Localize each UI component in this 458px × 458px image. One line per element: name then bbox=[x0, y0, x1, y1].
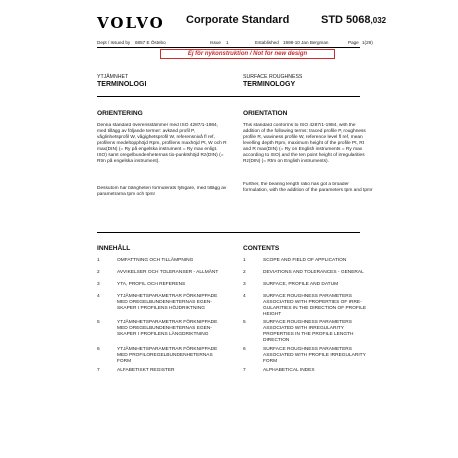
toc-entry[interactable] bbox=[243, 368, 373, 374]
issue-value: 1 bbox=[226, 40, 229, 45]
toc-entry[interactable] bbox=[97, 270, 227, 276]
toc-title: YTJÄMNHETSPARAMETRAR FÖRKNIPPADE MED OREGELBUNDENHETERNAS EGEN-SKAPER I PROFILENS LÄNGDRIKTNING bbox=[117, 320, 218, 337]
toc-number: 6 bbox=[243, 347, 246, 352]
english-title: TERMINOLOGY bbox=[243, 81, 296, 88]
swedish-orientation-heading: ORIENTERING bbox=[97, 110, 143, 117]
toc-title: AVVIKELSER OCH TOLERANSER - ALLMÄNT bbox=[117, 270, 219, 275]
toc-entry[interactable] bbox=[97, 347, 227, 365]
toc-number: 4 bbox=[97, 294, 100, 299]
toc-title: SCOPE AND FIELD OF APPLICATION bbox=[263, 258, 347, 263]
toc-number: 2 bbox=[97, 270, 100, 275]
english-bearing-paragraph: Further, the bearing length ratio has got a broader formulation, with the addition of the parameters tpm and tpmr bbox=[243, 182, 373, 193]
english-orientation-heading: ORIENTATION bbox=[243, 110, 288, 117]
header-rule bbox=[97, 47, 360, 48]
toc-number: 3 bbox=[243, 282, 246, 287]
page-label: Page bbox=[348, 40, 359, 45]
english-orientation-paragraph: This standard conforms to ISO 4287/1-1984, with the addition of the following terms: traced profile P, roughness profile R, waviness profile W, reference level fl ref, mean levelling depth Rpm, maximum height of the profile Pt, Rt and R max(DIN) (= Ry on English instruments = Ry max according to ISO) and the ten point height of irregularities Rz(DIN) (= Rtm on English instruments). bbox=[243, 123, 366, 164]
toc-title: OMFATTNING OCH TILLÄMPNING bbox=[117, 258, 194, 263]
dept-label: Dept / Issued by bbox=[97, 40, 131, 45]
toc-title: YTA, PROFIL OCH REFERENS bbox=[117, 282, 186, 287]
toc-title: SURFACE ROUGHNESS PARAMETERS ASSOCIATED WITH PROFILE IRREGULARITY FORM bbox=[263, 347, 366, 364]
toc-number: 6 bbox=[97, 347, 100, 352]
english-tag: SURFACE ROUGHNESS bbox=[243, 74, 303, 80]
page-value: 1(29) bbox=[362, 40, 373, 45]
toc-entry[interactable] bbox=[243, 294, 373, 318]
toc-entry[interactable] bbox=[243, 347, 373, 365]
swedish-tag: YTJÄMNHET bbox=[97, 74, 129, 80]
toc-entry[interactable] bbox=[243, 270, 373, 276]
toc-entry[interactable] bbox=[243, 282, 373, 288]
toc-entry[interactable] bbox=[243, 320, 373, 344]
dept-value: 6857 E Östebo bbox=[135, 40, 166, 45]
toc-entry[interactable] bbox=[97, 368, 227, 374]
toc-entry[interactable] bbox=[97, 258, 227, 264]
toc-entry[interactable] bbox=[97, 282, 227, 288]
toc-entry[interactable] bbox=[243, 258, 373, 264]
toc-number: 7 bbox=[97, 368, 100, 373]
toc-title: SURFACE ROUGHNESS PARAMETERS ASSOCIATED WITH PROPERTIES OF IRRE-GULARITIES IN THE DIRECTION OF PROFILE HEIGHT bbox=[263, 294, 367, 317]
section-divider bbox=[97, 96, 360, 97]
toc-title: ALFABETISKT REGISTER bbox=[117, 368, 175, 373]
volvo-logo: VOLVO bbox=[97, 14, 165, 32]
toc-entry[interactable] bbox=[97, 320, 227, 338]
established-label: Established bbox=[255, 40, 279, 45]
english-contents-heading: CONTENTS bbox=[243, 245, 280, 252]
swedish-contents-heading: INNEHÅLL bbox=[97, 245, 131, 252]
not-for-new-design-banner: Ej för nykonstruktion / Not for new design bbox=[160, 49, 335, 59]
standard-number bbox=[321, 14, 386, 26]
document-kind: Corporate Standard bbox=[186, 14, 290, 26]
toc-title: SURFACE, PROFILE AND DATUM bbox=[263, 282, 339, 287]
toc-number: 1 bbox=[243, 258, 246, 263]
toc-entry[interactable] bbox=[97, 294, 227, 312]
toc-number: 3 bbox=[97, 282, 100, 287]
swedish-orientation-paragraph: Denna standard överensstämmer med ISO 4287/1-1984, med tillägg av följande termer: avkänd profil P, våglinhetsprofil W, vågighetsprofil W, referensnivå fl ref, profilens medeltopphöjd Rpm, profilens maxhöjd Pt, W och R max(DIN) (= Ry på engelska instrument = Ry max enligt. ISO) samt oregelbundenheternas tio-punktshöjd Rz(DIN) (= Rtm på engelska instrument). bbox=[97, 123, 227, 164]
toc-title: YTJÄMNHETSPARAMETRAR FÖRKNIPPADE MED OREGELBUNDENHETERNAS EGEN-SKAPER I PROFILENS HÖJDRIKTNING bbox=[117, 294, 218, 311]
toc-number: 5 bbox=[243, 320, 246, 325]
toc-title: YTJÄMNHETSPARAMETRAR FÖRKNIPPADE MED PROFILOREGELBUNDENHETERNAS FORM bbox=[117, 347, 218, 364]
toc-number: 5 bbox=[97, 320, 100, 325]
toc-number: 4 bbox=[243, 294, 246, 299]
toc-number: 7 bbox=[243, 368, 246, 373]
swedish-bearing-paragraph: Dessutom har bärigheten formulerats fylligare, med tillägg av parametrarna tpm och tpmr bbox=[97, 186, 227, 197]
toc-title: DEVIATIONS AND TOLERANCES - GENERAL bbox=[263, 270, 364, 275]
standard-number-suffix: ,032 bbox=[370, 16, 387, 25]
standard-number-main: STD 5068 bbox=[321, 14, 371, 26]
issue-label: Issue bbox=[210, 40, 221, 45]
toc-title: ALPHABETICAL INDEX bbox=[263, 368, 315, 373]
swedish-title: TERMINOLOGI bbox=[97, 81, 147, 88]
toc-number: 2 bbox=[243, 270, 246, 275]
contents-divider bbox=[97, 232, 360, 233]
toc-title: SURFACE ROUGHNESS PARAMETERS ASSOCIATED WITH IRREGULARITY PROPERTIES IN THE PROFILE LENGTH DIRECTION bbox=[263, 320, 354, 343]
established-value: 1998-10 Jan Bergman bbox=[283, 40, 329, 45]
toc-number: 1 bbox=[97, 258, 100, 263]
